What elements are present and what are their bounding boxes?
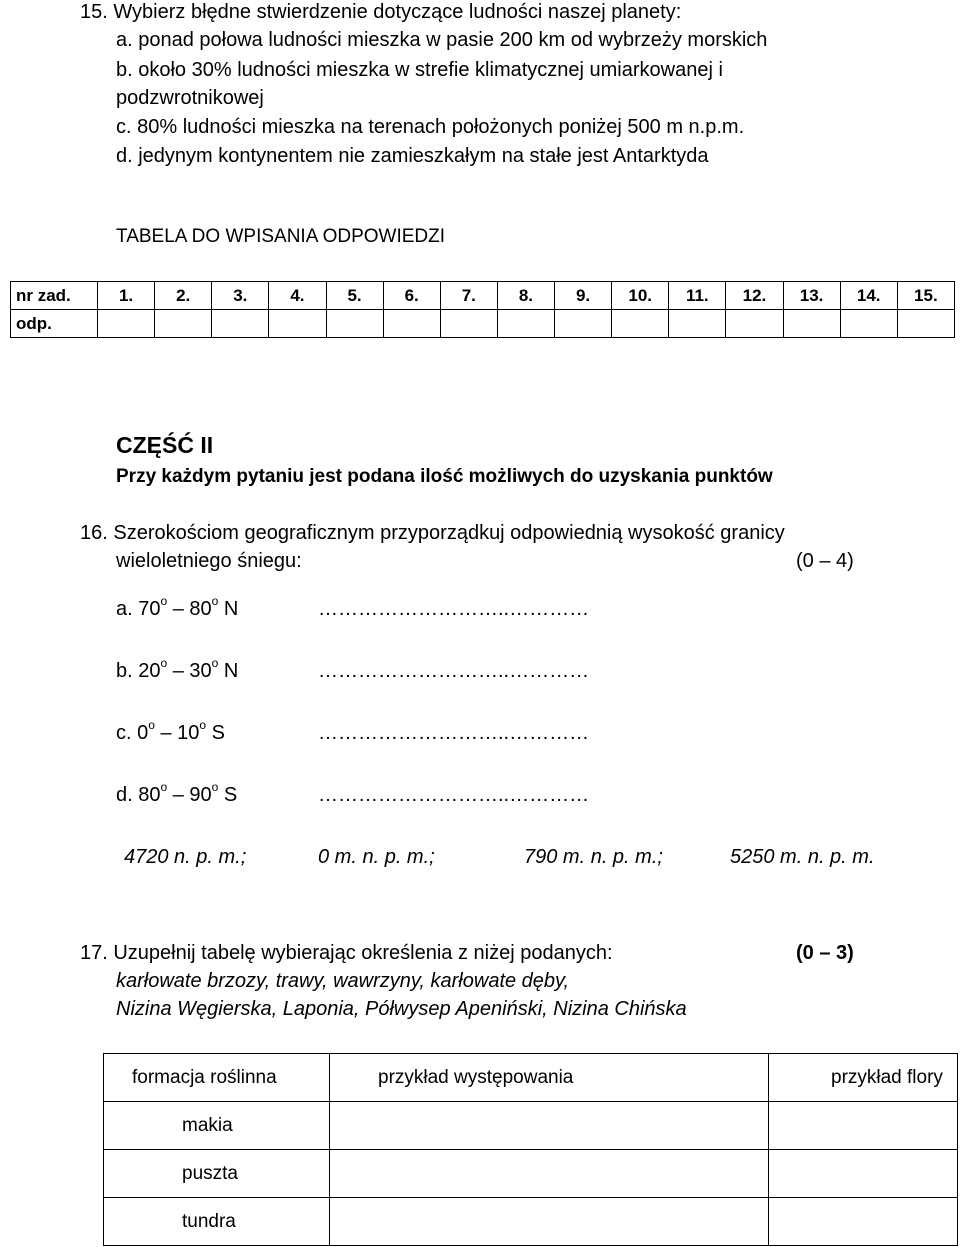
occurrence-cell[interactable] [330,1102,769,1150]
answer-table-row-numbers [11,282,955,310]
answer-row-header: nr zad. [11,282,98,310]
answer-table [10,281,955,338]
q16-choice: 5250 m. n. p. m. [730,846,875,868]
part2-subtitle: Przy każdym pytaniu jest podana ilość możliwych do uzyskania punktów [116,466,773,487]
answer-cell[interactable] [269,310,326,338]
flora-cell[interactable] [769,1198,958,1246]
task-number: 1. [98,282,155,310]
answer-table-row-answers [11,310,955,338]
task-number: 7. [440,282,497,310]
q15-title: 15. Wybierz błędne stwierdzenie dotyczące ludności naszej planety: [80,1,682,23]
task-number: 15. [897,282,954,310]
q16-item-b: b. 20$^o$ – 30$^o$ N [116,656,239,682]
q17-terms-line1: karłowate brzozy, trawy, wawrzyny, karłowate dęby, [116,970,570,992]
answer-row-header: odp. [11,310,98,338]
occurrence-cell[interactable] [330,1150,769,1198]
degree-mark: o [160,780,168,794]
task-number: 13. [783,282,840,310]
q15-option-d: d. jedynym kontynentem nie zamieszkałym na stałe jest Antarktyda [116,145,709,167]
degree-mark: o [211,594,219,608]
q16-item-a: a. 70$^o$ – 80$^o$ N [116,594,239,620]
q16-choice: 790 m. n. p. m.; [524,846,663,868]
degree-mark: o [211,780,219,794]
q16-line1: 16. Szerokościom geograficznym przyporządkuj odpowiednią wysokość granicy [80,522,785,544]
answer-cell[interactable] [497,310,554,338]
q17-line1: 17. Uzupełnij tabelę wybierając określenia z niżej podanych: [80,942,613,964]
answer-table-title: TABELA DO WPISANIA ODPOWIEDZI [116,226,446,247]
q15-option-c: c. 80% ludności mieszka na terenach położonych poniżej 500 m n.p.m. [116,116,745,138]
q16-blank-d[interactable]: ………………………..………… [318,784,590,806]
column-header: przykład występowania [330,1054,769,1102]
task-number: 4. [269,282,326,310]
q15-option-a: a. ponad połowa ludności mieszka w pasie 200 km od wybrzeży morskich [116,29,768,51]
q16-item-c: c. 0$^o$ – 10$^o$ S [116,718,226,744]
q16-points: (0 – 4) [796,550,854,572]
degree-mark: o [148,718,155,732]
occurrence-cell[interactable] [330,1198,769,1246]
task-number: 12. [726,282,783,310]
q16-blank-c[interactable]: ………………………..………… [318,722,590,744]
formation-name: puszta [104,1150,330,1198]
formation-name: tundra [104,1198,330,1246]
task-number: 14. [840,282,897,310]
q16-blank-a[interactable]: ………………………..………… [318,598,590,620]
task-number: 3. [212,282,269,310]
q16-item-d: d. 80$^o$ – 90$^o$ S [116,780,238,806]
formation-name: makia [104,1102,330,1150]
q17-terms-line2: Nizina Węgierska, Laponia, Półwysep Apeniński, Nizina Chińska [116,998,687,1020]
degree-mark: o [199,718,207,732]
task-number: 6. [383,282,440,310]
answer-cell[interactable] [783,310,840,338]
degree-mark: o [160,656,168,670]
flora-cell[interactable] [769,1150,958,1198]
task-number: 2. [155,282,212,310]
answer-cell[interactable] [555,310,612,338]
table-row [104,1150,958,1198]
answer-cell[interactable] [155,310,212,338]
answer-cell[interactable] [897,310,954,338]
task-number: 8. [497,282,554,310]
answer-cell[interactable] [669,310,726,338]
q16-choice: 4720 n. p. m.; [124,846,247,868]
vegetation-table [103,1053,958,1246]
table-row [104,1102,958,1150]
answer-cell[interactable] [612,310,669,338]
table-row [104,1198,958,1246]
task-number: 11. [669,282,726,310]
q15-option-b-cont: podzwrotnikowej [116,87,264,109]
answer-cell[interactable] [440,310,497,338]
vegetation-table-header [104,1054,958,1102]
answer-cell[interactable] [840,310,897,338]
q16-blank-b[interactable]: ………………………..………… [318,660,590,682]
answer-cell[interactable] [212,310,269,338]
answer-cell[interactable] [326,310,383,338]
q17-points: (0 – 3) [796,942,854,964]
task-number: 10. [612,282,669,310]
column-header: przykład flory [769,1054,958,1102]
task-number: 5. [326,282,383,310]
flora-cell[interactable] [769,1102,958,1150]
part2-title: CZĘŚĆ II [116,432,214,458]
answer-cell[interactable] [98,310,155,338]
q16-line2: wieloletniego śniegu: [116,550,302,572]
degree-mark: o [160,594,168,608]
degree-mark: o [211,656,219,670]
answer-cell[interactable] [383,310,440,338]
answer-cell[interactable] [726,310,783,338]
task-number: 9. [555,282,612,310]
q15-option-b: b. około 30% ludności mieszka w strefie klimatycznej umiarkowanej i [116,59,723,81]
q16-choice: 0 m. n. p. m.; [318,846,435,868]
column-header: formacja roślinna [104,1054,330,1102]
